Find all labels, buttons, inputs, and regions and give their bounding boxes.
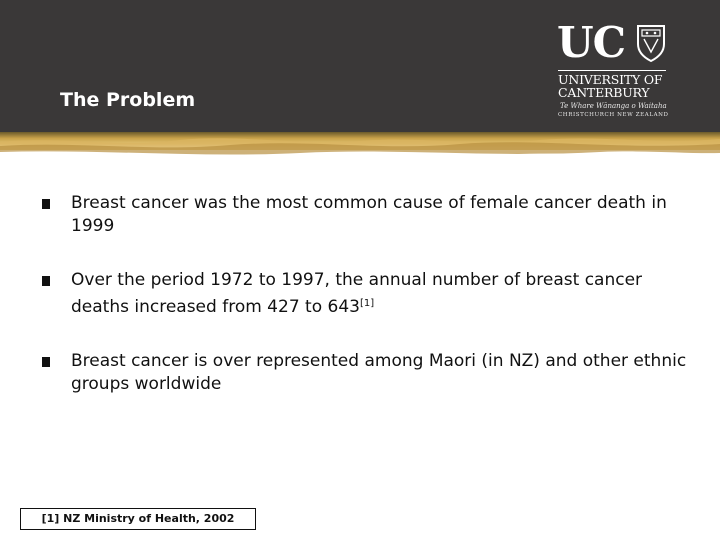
logo-canterbury: CANTERBURY <box>558 85 650 100</box>
university-logo <box>552 20 684 124</box>
bullet-item <box>42 350 702 396</box>
footnote-reference: [1] NZ Ministry of Health, 2002 <box>20 508 256 530</box>
logo-university-of: UNIVERSITY OF <box>558 72 663 87</box>
bullet-item <box>42 269 702 319</box>
bullet-item <box>42 192 702 238</box>
bullet-list <box>42 192 702 427</box>
section-bullet-icon <box>42 199 50 209</box>
section-bullet-icon <box>42 357 50 367</box>
logo-monogram: UC <box>557 18 626 67</box>
bullet-text: Breast cancer is over represented among Maori (in NZ) and other ethnic groups worldwide <box>71 351 687 394</box>
grass-banner <box>0 132 720 164</box>
slide-header <box>0 0 720 134</box>
university-crest-icon <box>636 24 666 62</box>
reference-marker: [1] <box>359 298 375 309</box>
logo-maori-name: Te Whare Wānanga o Waitaha <box>560 102 667 110</box>
logo-city: CHRISTCHURCH NEW ZEALAND <box>558 112 669 118</box>
logo-divider <box>558 70 666 71</box>
section-bullet-icon <box>42 276 50 286</box>
bullet-text: Breast cancer was the most common cause of female cancer death in 1999 <box>71 193 667 236</box>
slide-title: The Problem <box>60 89 196 111</box>
bullet-text: Over the period 1972 to 1997, the annual number of breast cancer deaths increased from 427 to 643 <box>71 270 643 317</box>
